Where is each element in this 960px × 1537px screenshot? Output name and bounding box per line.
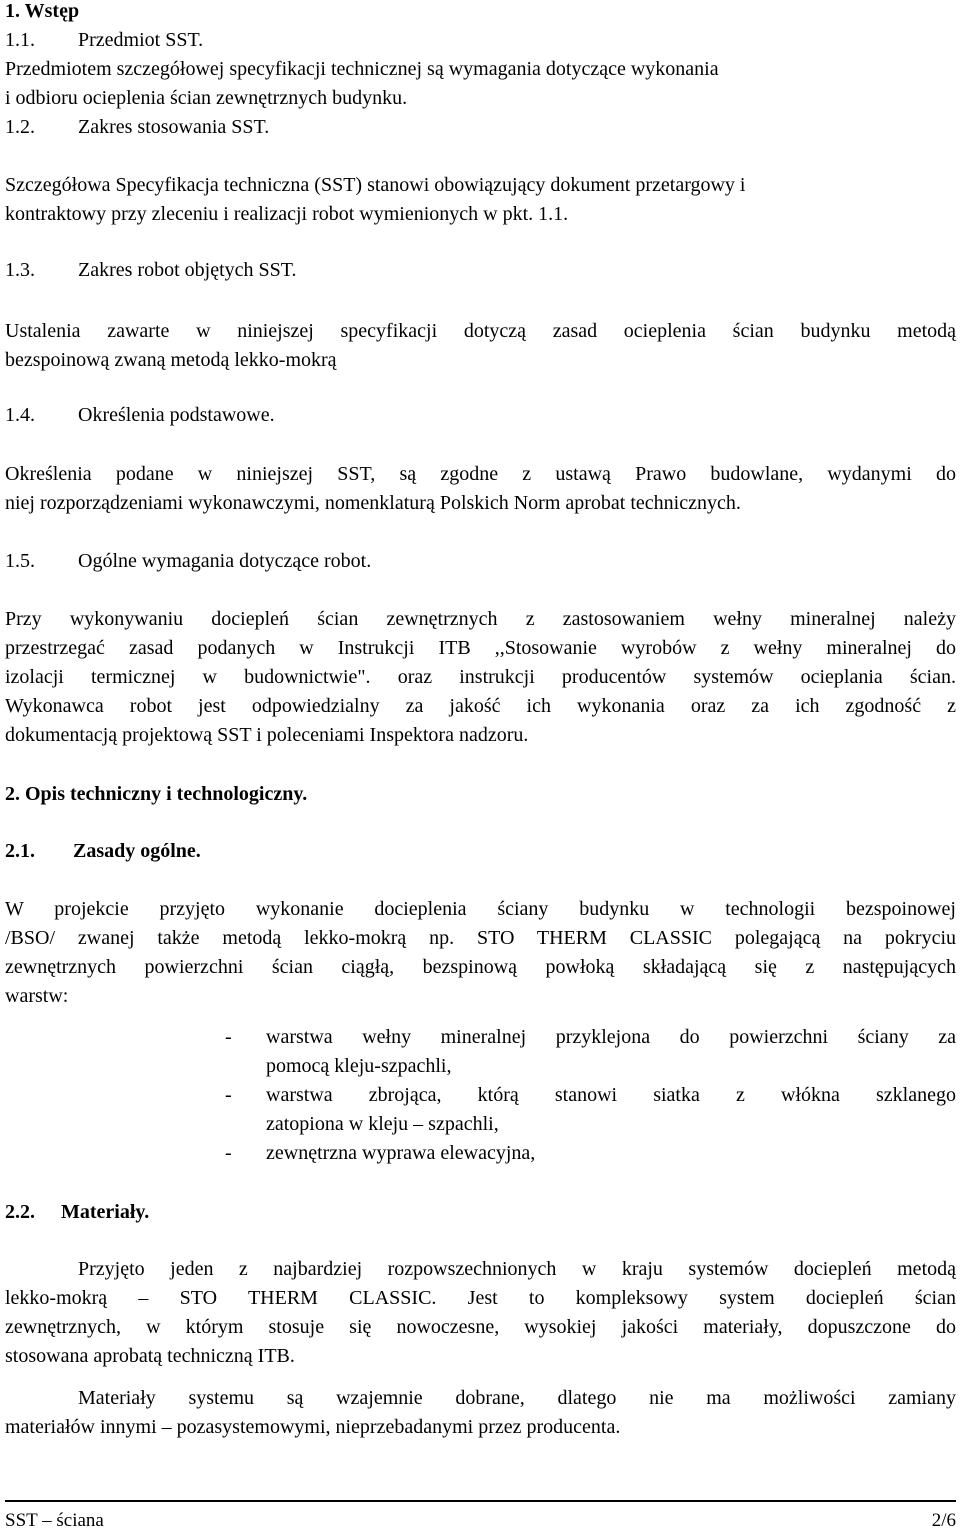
subsection-number: 2.1. <box>5 840 35 862</box>
subsection-title: Zakres robot objętych SST. <box>78 259 297 281</box>
paragraph-line: Szczegółowa Specyfikacja techniczna (SST) stanowi obowiązujący dokument przetargowy i <box>5 174 746 196</box>
paragraph-line: Ustalenia zawarte w niniejszej specyfikacji dotyczą zasad ocieplenia ścian budynku metodą <box>5 320 956 342</box>
list-item-line: warstwa zbrojąca, którą stanowi siatka z włókna szklanego <box>266 1084 956 1106</box>
section-1-heading: 1. Wstęp <box>5 0 80 22</box>
subsection-number: 1.1. <box>5 29 35 51</box>
paragraph-line: i odbioru ocieplenia ścian zewnętrznych budynku. <box>5 87 408 109</box>
paragraph-line: stosowana aprobatą techniczną ITB. <box>5 1345 295 1367</box>
paragraph-line: zewnętrznych, w którym stosuje się nowoczesne, wysokiej jakości materiały, dopuszczone do <box>5 1316 956 1338</box>
list-dash: - <box>225 1026 232 1048</box>
list-dash: - <box>225 1142 232 1164</box>
subsection-number: 1.5. <box>5 550 35 572</box>
paragraph-line: kontraktowy przy zleceniu i realizacji robot wymienionych w pkt. 1.1. <box>5 203 569 225</box>
subsection-title: Zasady ogólne. <box>73 840 201 862</box>
subsection-1-5-heading <box>5 547 371 576</box>
paragraph-line: Materiały systemu są wzajemnie dobrane, dlatego nie ma możliwości zamiany <box>78 1387 956 1409</box>
subsection-1-2-heading <box>5 113 269 142</box>
paragraph-line: materiałów innymi – pozasystemowymi, nieprzebadanymi przez producenta. <box>5 1416 621 1438</box>
subsection-title: Określenia podstawowe. <box>78 404 275 426</box>
paragraph-line: W projekcie przyjęto wykonanie docieplenia ściany budynku w technologii bezspoinowej <box>5 898 956 920</box>
subsection-2-2-heading <box>5 1198 149 1227</box>
paragraph-line: Przy wykonywaniu dociepleń ścian zewnętrznych z zastosowaniem wełny mineralnej należy <box>5 608 956 630</box>
list-item-line: zewnętrzna wyprawa elewacyjna, <box>266 1142 536 1164</box>
subsection-number: 1.4. <box>5 404 35 426</box>
paragraph-line: Przedmiotem szczegółowej specyfikacji technicznej są wymagania dotyczące wykonania <box>5 58 719 80</box>
subsection-1-1-heading <box>5 26 203 55</box>
paragraph-line: przestrzegać zasad podanych w Instrukcji ITB ,,Stosowanie wyrobów z wełny mineralnej do <box>5 637 956 659</box>
paragraph-line: Określenia podane w niniejszej SST, są zgodne z ustawą Prawo budowlane, wydanymi do <box>5 463 956 485</box>
list-item-line: pomocą kleju-szpachli, <box>266 1055 452 1077</box>
paragraph-line: niej rozporządzeniami wykonawczymi, nomenklaturą Polskich Norm aprobat technicznych. <box>5 492 741 514</box>
paragraph-line: Przyjęto jeden z najbardziej rozpowszechnionych w kraju systemów dociepleń metodą <box>78 1258 956 1280</box>
subsection-2-1-heading <box>5 837 201 866</box>
footer-document-title: SST – ściana <box>5 1510 104 1531</box>
subsection-title: Zakres stosowania SST. <box>78 116 270 138</box>
footer-page-number: 2/6 <box>931 1510 956 1531</box>
subsection-number: 1.3. <box>5 259 35 281</box>
subsection-title: Materiały. <box>61 1201 150 1223</box>
paragraph-line: bezspoinową zwaną metodą lekko-mokrą <box>5 349 337 371</box>
subsection-number: 1.2. <box>5 116 35 138</box>
page-footer <box>5 1500 956 1537</box>
list-dash: - <box>225 1084 232 1106</box>
list-item-line: warstwa wełny mineralnej przyklejona do powierzchni ściany za <box>266 1026 956 1048</box>
subsection-number: 2.2. <box>5 1201 35 1223</box>
paragraph-line: lekko-mokrą – STO THERM CLASSIC. Jest to kompleksowy system dociepleń ścian <box>5 1287 956 1309</box>
footer-divider <box>5 1500 956 1502</box>
paragraph-line: zewnętrznych powierzchni ścian ciągłą, bezspinową powłoką składającą się z następujących <box>5 956 956 978</box>
subsection-title: Ogólne wymagania dotyczące robot. <box>78 550 372 572</box>
paragraph-line: dokumentacją projektową SST i poleceniami Inspektora nadzoru. <box>5 724 529 746</box>
subsection-1-3-heading <box>5 256 296 285</box>
paragraph-line: warstw: <box>5 985 69 1007</box>
paragraph-line: izolacji termicznej w budownictwie". oraz instrukcji producentów systemów ocieplania ścian. <box>5 666 956 688</box>
paragraph-line: Wykonawca robot jest odpowiedzialny za jakość ich wykonania oraz za ich zgodność z <box>5 695 956 717</box>
paragraph-line: /BSO/ zwanej także metodą lekko-mokrą np. STO THERM CLASSIC polegającą na pokryciu <box>5 927 956 949</box>
subsection-1-4-heading <box>5 401 275 430</box>
subsection-title: Przedmiot SST. <box>78 29 204 51</box>
section-2-heading: 2. Opis techniczny i technologiczny. <box>5 783 308 805</box>
list-item-line: zatopiona w kleju – szpachli, <box>266 1113 499 1135</box>
